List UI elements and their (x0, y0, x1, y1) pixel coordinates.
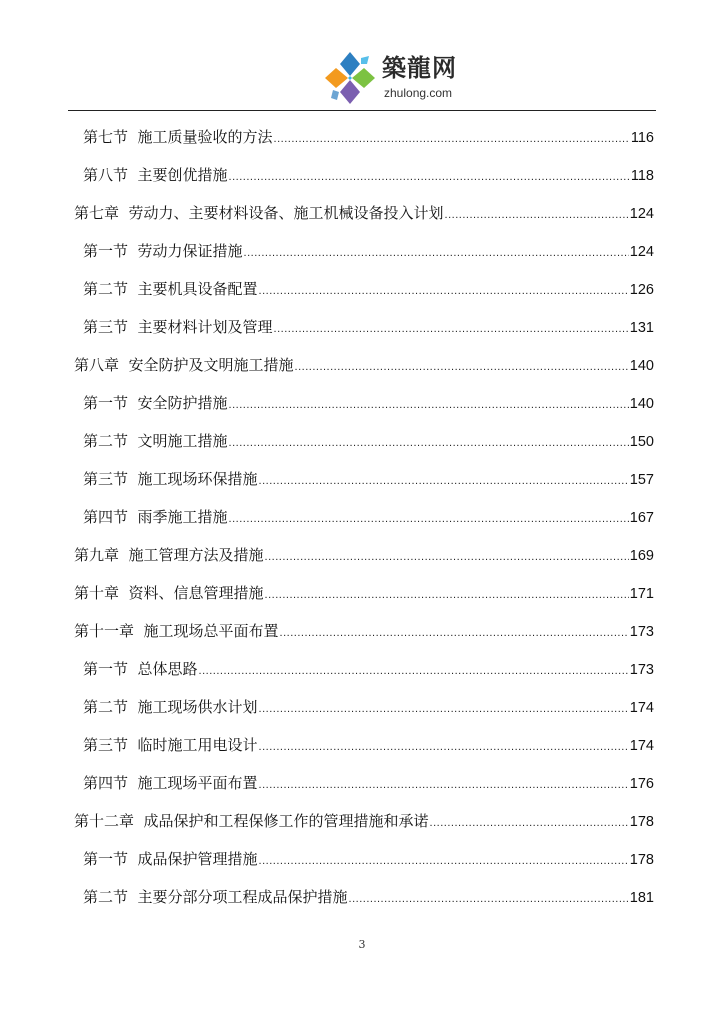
toc-section-entry[interactable] (0, 125, 724, 149)
toc-section-entry[interactable] (0, 429, 724, 453)
toc-section-entry[interactable] (0, 771, 724, 795)
toc-dot-leader (229, 507, 629, 531)
toc-chapter-entry[interactable] (0, 201, 724, 225)
toc-entry-page: 140 (629, 358, 654, 374)
toc-chapter-entry[interactable] (0, 581, 724, 605)
brand-name-cn: 築龍网 (382, 54, 457, 82)
toc-entry-page: 176 (629, 776, 654, 792)
toc-entry-label: 第十一章 施工现场总平面布置 (74, 622, 279, 640)
toc-entry-page: 178 (629, 814, 654, 830)
toc-dot-leader (199, 659, 629, 683)
header-divider (68, 110, 656, 111)
page-header (0, 0, 724, 112)
toc-entry-label: 第二节 主要分部分项工程成品保护措施 (83, 888, 348, 906)
toc-entry-page: 124 (629, 206, 654, 222)
toc-entry-label: 第一节 总体思路 (83, 660, 198, 678)
toc-entry-label: 第八章 安全防护及文明施工措施 (74, 356, 294, 374)
toc-section-entry[interactable] (0, 315, 724, 339)
toc-entry-page: 174 (629, 738, 654, 754)
toc-dot-leader (274, 317, 629, 341)
toc-dot-leader (265, 583, 629, 607)
toc-chapter-entry[interactable] (0, 619, 724, 643)
toc-entry-page: 140 (629, 396, 654, 412)
toc-entry-label: 第十二章 成品保护和工程保修工作的管理措施和承诺 (74, 812, 429, 830)
toc-section-entry[interactable] (0, 277, 724, 301)
toc-section-entry[interactable] (0, 733, 724, 757)
toc-dot-leader (259, 735, 629, 759)
brand-name-en: zhulong.com (384, 86, 453, 100)
toc-chapter-entry[interactable] (0, 543, 724, 567)
toc-section-entry[interactable] (0, 657, 724, 681)
toc-dot-leader (349, 887, 629, 911)
toc-dot-leader (445, 203, 629, 227)
toc-chapter-entry[interactable] (0, 809, 724, 833)
toc-entry-label: 第一节 安全防护措施 (83, 394, 228, 412)
toc-entry-page: 167 (629, 510, 654, 526)
toc-entry-label: 第二节 主要机具设备配置 (83, 280, 258, 298)
toc-entry-page: 116 (630, 130, 654, 146)
toc-dot-leader (259, 773, 629, 797)
toc-entry-label: 第三节 临时施工用电设计 (83, 736, 258, 754)
toc-entry-page: 178 (629, 852, 654, 868)
toc-dot-leader (274, 127, 630, 151)
toc-entry-label: 第一节 成品保护管理措施 (83, 850, 258, 868)
toc-entry-page: 174 (629, 700, 654, 716)
toc-entry-label: 第二节 施工现场供水计划 (83, 698, 258, 716)
toc-entry-page: 124 (629, 244, 654, 260)
toc-entry-label: 第四节 施工现场平面布置 (83, 774, 258, 792)
toc-entry-label: 第一节 劳动力保证措施 (83, 242, 243, 260)
toc-section-entry[interactable] (0, 885, 724, 909)
toc-dot-leader (229, 165, 630, 189)
toc-dot-leader (295, 355, 629, 379)
toc-section-entry[interactable] (0, 467, 724, 491)
toc-section-entry[interactable] (0, 847, 724, 871)
toc-dot-leader (259, 469, 629, 493)
toc-dot-leader (259, 849, 629, 873)
toc-entry-label: 第八节 主要创优措施 (83, 166, 228, 184)
toc-section-entry[interactable] (0, 391, 724, 415)
toc-entry-label: 第九章 施工管理方法及措施 (74, 546, 264, 564)
toc-entry-label: 第三节 主要材料计划及管理 (83, 318, 273, 336)
toc-dot-leader (259, 697, 629, 721)
toc-entry-page: 118 (630, 168, 654, 184)
toc-entry-label: 第四节 雨季施工措施 (83, 508, 228, 526)
page-number: 3 (358, 938, 366, 951)
toc-entry-page: 131 (629, 320, 654, 336)
toc-entry-page: 173 (629, 662, 654, 678)
toc-entry-label: 第二节 文明施工措施 (83, 432, 228, 450)
toc-entry-page: 126 (629, 282, 654, 298)
toc-entry-label: 第七节 施工质量验收的方法 (83, 128, 273, 146)
toc-dot-leader (244, 241, 629, 265)
toc-entry-page: 171 (629, 586, 654, 602)
toc-section-entry[interactable] (0, 163, 724, 187)
toc-entry-label: 第十章 资料、信息管理措施 (74, 584, 264, 602)
toc-section-entry[interactable] (0, 239, 724, 263)
toc-dot-leader (229, 431, 629, 455)
zhulong-logo-icon (323, 50, 377, 106)
toc-entry-page: 181 (629, 890, 654, 906)
toc-dot-leader (229, 393, 629, 417)
toc-entry-label: 第三节 施工现场环保措施 (83, 470, 258, 488)
toc-entry-page: 173 (629, 624, 654, 640)
toc-entry-page: 150 (629, 434, 654, 450)
toc-dot-leader (280, 621, 629, 645)
toc-entry-page: 157 (629, 472, 654, 488)
toc-entry-page: 169 (629, 548, 654, 564)
toc-dot-leader (430, 811, 629, 835)
toc-section-entry[interactable] (0, 505, 724, 529)
toc-section-entry[interactable] (0, 695, 724, 719)
toc-entry-label: 第七章 劳动力、主要材料设备、施工机械设备投入计划 (74, 204, 444, 222)
toc-dot-leader (259, 279, 629, 303)
toc-dot-leader (265, 545, 629, 569)
toc-chapter-entry[interactable] (0, 353, 724, 377)
